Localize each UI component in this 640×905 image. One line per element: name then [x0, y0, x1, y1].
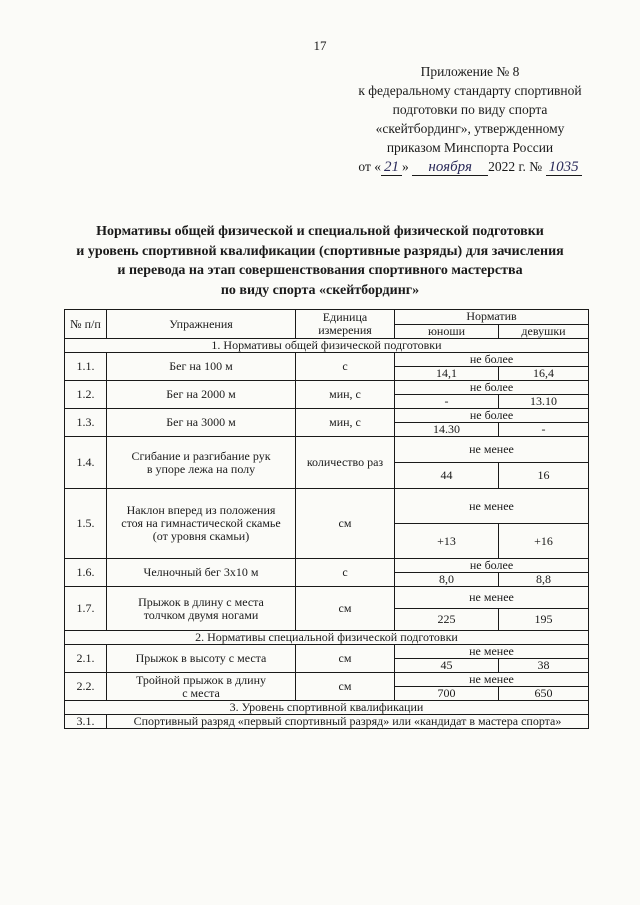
appendix-line: Приложение № 8 — [420, 64, 520, 79]
row-unit: с — [296, 559, 395, 587]
row-girls: 38 — [499, 659, 589, 673]
norms-table — [64, 309, 589, 729]
exercise-line: Наклон вперед из положения — [126, 503, 276, 517]
row-condition: не более — [395, 381, 589, 395]
row-boys: 700 — [395, 687, 499, 701]
row-condition: не менее — [395, 437, 589, 463]
row-condition: не менее — [395, 489, 589, 524]
row-unit: см — [296, 673, 395, 701]
exercise-line: (от уровня скамьи) — [152, 529, 250, 543]
row-boys: 225 — [395, 609, 499, 631]
row-qualification: Спортивный разряд «первый спортивный разряд» или «кандидат в мастера спорта» — [107, 715, 589, 729]
row-girls: 16 — [499, 463, 589, 489]
handwritten-order-number: 1035 — [546, 160, 582, 176]
row-condition: не менее — [395, 673, 589, 687]
title-line: Нормативы общей физической и специальной физической подготовки — [96, 224, 544, 239]
section-title: 3. Уровень спортивной квалификации — [65, 701, 589, 715]
appendix-line: приказом Минспорта России — [386, 140, 554, 155]
title-line: и уровень спортивной квалификации (спортивные разряды) для зачисления — [76, 243, 564, 259]
page-number: 17 — [313, 38, 327, 53]
exercise-line: толчком двумя ногами — [143, 607, 259, 622]
year-text: 2022 г. № — [488, 159, 543, 174]
handwritten-month: ноября — [412, 160, 488, 176]
row-unit: мин, с — [296, 381, 395, 409]
handwritten-day: 21 — [381, 160, 402, 176]
row-exercise — [107, 489, 296, 559]
row-condition: не более — [395, 559, 589, 573]
row-exercise: Бег на 100 м — [107, 353, 296, 381]
row-exercise: Челночный бег 3х10 м — [107, 559, 296, 587]
row-boys: - — [395, 395, 499, 409]
row-girls: +16 — [499, 524, 589, 559]
row-boys: 45 — [395, 659, 499, 673]
row-girls: 8,8 — [499, 573, 589, 587]
row-boys: 14,1 — [395, 367, 499, 381]
header-exercise: Упражнения — [107, 310, 296, 339]
row-unit: количество раз — [296, 437, 395, 489]
order-date-line — [330, 157, 610, 176]
appendix-line: «скейтбординг», утвержденному — [375, 121, 565, 136]
row-girls: 650 — [499, 687, 589, 701]
appendix-line: подготовки по виду спорта — [392, 102, 548, 117]
row-num: 2.2. — [65, 673, 107, 701]
row-num: 1.6. — [65, 559, 107, 587]
section-title: 2. Нормативы специальной физической подготовки — [65, 631, 589, 645]
row-boys: +13 — [395, 524, 499, 559]
exercise-line: Прыжок в длину с места — [138, 594, 264, 609]
row-condition: не менее — [395, 645, 589, 659]
row-num: 1.1. — [65, 353, 107, 381]
section-title: 1. Нормативы общей физической подготовки — [65, 339, 589, 353]
appendix-line: к федеральному стандарту спортивной — [358, 83, 582, 98]
row-girls: - — [499, 423, 589, 437]
header-num: № п/п — [65, 310, 107, 339]
row-unit: мин, с — [296, 409, 395, 437]
row-girls: 195 — [499, 609, 589, 631]
row-num: 1.7. — [65, 587, 107, 631]
row-exercise — [107, 437, 296, 489]
header-unit: Единица измерения — [296, 310, 395, 339]
exercise-line: в упоре лежа на полу — [146, 461, 256, 476]
row-num: 1.2. — [65, 381, 107, 409]
row-unit: с — [296, 353, 395, 381]
header-girls: девушки — [499, 324, 589, 339]
row-exercise: Бег на 3000 м — [107, 409, 296, 437]
row-condition: не более — [395, 353, 589, 367]
quote-close: » — [402, 159, 409, 174]
row-num: 1.5. — [65, 489, 107, 559]
row-num: 3.1. — [65, 715, 107, 729]
document-title — [60, 222, 580, 300]
title-line: и перевода на этап совершенствования спортивного мастерства — [117, 263, 523, 278]
row-girls: 16,4 — [499, 367, 589, 381]
from-prefix: от « — [358, 159, 382, 174]
exercise-line: Сгибание и разгибание рук — [131, 448, 271, 463]
row-unit: см — [296, 489, 395, 559]
row-num: 1.4. — [65, 437, 107, 489]
row-girls: 13.10 — [499, 395, 589, 409]
row-exercise: Прыжок в высоту с места — [107, 645, 296, 673]
row-boys: 44 — [395, 463, 499, 489]
exercise-line: стоя на гимнастической скамье — [121, 516, 281, 530]
header-norm: Норматив — [395, 310, 589, 325]
exercise-line: Тройной прыжок в длину — [135, 672, 267, 687]
title-line: по виду спорта «скейтбординг» — [220, 282, 420, 298]
row-exercise — [107, 587, 296, 631]
exercise-line: с места — [182, 685, 220, 700]
row-condition: не более — [395, 409, 589, 423]
row-unit: см — [296, 587, 395, 631]
row-condition: не менее — [395, 587, 589, 609]
row-boys: 14.30 — [395, 423, 499, 437]
row-num: 2.1. — [65, 645, 107, 673]
row-num: 1.3. — [65, 409, 107, 437]
row-exercise: Бег на 2000 м — [107, 381, 296, 409]
row-unit: см — [296, 645, 395, 673]
appendix-header — [330, 62, 610, 176]
row-exercise — [107, 673, 296, 701]
header-boys: юноши — [395, 324, 499, 339]
row-boys: 8,0 — [395, 573, 499, 587]
